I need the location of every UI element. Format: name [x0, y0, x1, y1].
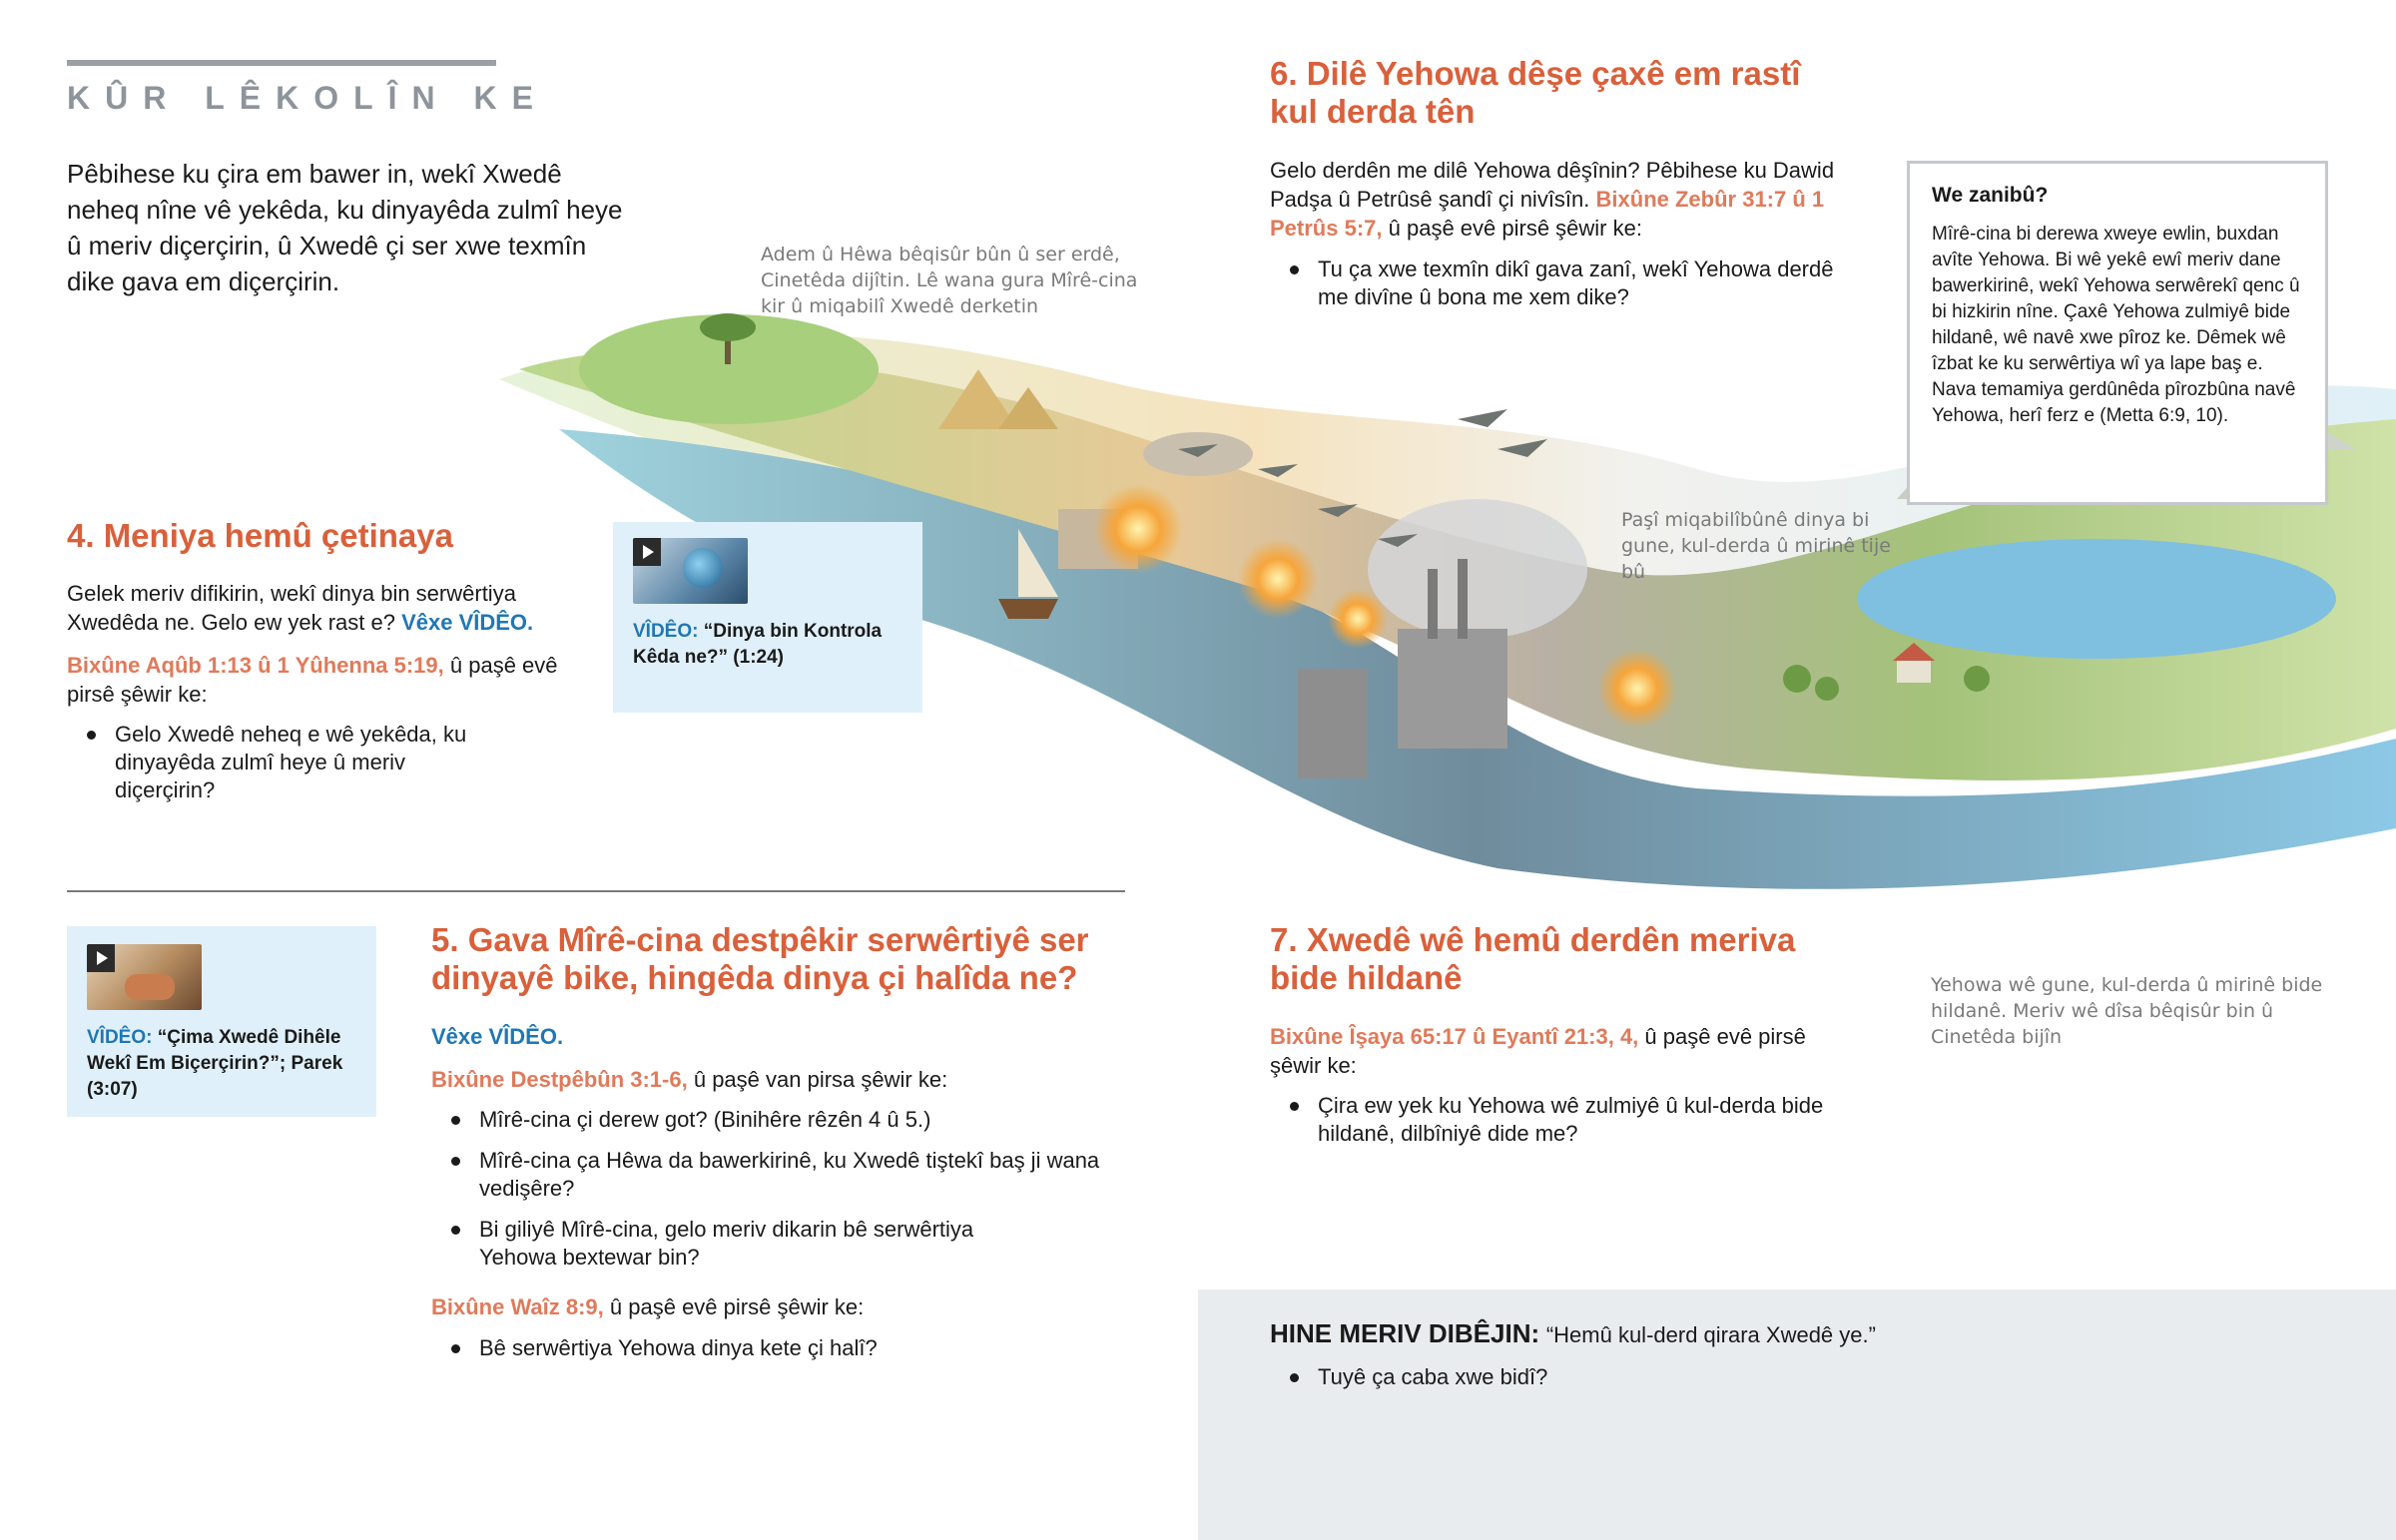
- some-people-say-questions: [1270, 1363, 1969, 1404]
- section-6-intro: [1270, 156, 1859, 243]
- some-people-say-quote: “Hemû kul-derd qirara Xwedê ye.”: [1545, 1322, 1876, 1347]
- video-caption: [633, 619, 902, 671]
- video-box-section-4[interactable]: [613, 522, 922, 713]
- discussion-question: Tuyê ça caba xwe bidî?: [1270, 1363, 1969, 1391]
- section-5-questions-1: [431, 1106, 1130, 1284]
- section-6-title: 6. Dilê Yehowa dêşe çaxê em rastî kul derda tên: [1270, 55, 1801, 130]
- section-5-reading-2-tail: û paşê evê pirsê şêwir ke:: [609, 1294, 865, 1319]
- section-5-questions-2: [431, 1334, 1110, 1375]
- scripture-link-genesis[interactable]: Bixûne Destpêbûn 3:1-6,: [431, 1067, 688, 1092]
- did-you-know-box: [1907, 161, 2328, 505]
- section-4-intro: [67, 579, 566, 637]
- play-video-link[interactable]: Vêxe VÎDÊO.: [431, 1024, 564, 1049]
- scripture-link-isaiah-revelation[interactable]: Bixûne Îşaya 65:17 û Eyantî 21:3, 4,: [1270, 1024, 1639, 1049]
- some-people-say-label: HINE MERIV DIBÊJIN:: [1270, 1318, 1540, 1348]
- video-thumbnail[interactable]: [633, 538, 748, 604]
- section-6-questions: [1270, 256, 1869, 324]
- section-4-questions: [67, 721, 486, 817]
- section-4-intro-text: Gelek meriv difikirin, wekî dinya bin serwêrtiya Xwedêda ne. Gelo ew yek rast e?: [67, 581, 516, 635]
- scripture-link-ecclesiastes[interactable]: Bixûne Waîz 8:9,: [431, 1294, 604, 1319]
- section-divider: [67, 890, 1125, 892]
- did-you-know-text: Mîrê-cina bi derewa xweye ewlin, buxdan avîte Yehowa. Bi wê yekê ewî meriv dane bawerkirinê, wekî Yehowa serwêrekî qenc û bi hizkirin nîne. Çaxê Yehowa zulmiyê bide hildanê, wê navê xwe pîroz ke. Dêmek wê îzbat ke ku serwêrtiya wî ya lape baş e. Nava temamiya gerdûnêda pîrozbûna navê Yehowa, herî ferz e (Metta 6:9, 10).: [1932, 224, 2300, 426]
- section-4-reading-tail: û paşê evê pirsê şêwir ke:: [67, 653, 558, 707]
- did-you-know-title: We zanibû?: [1932, 184, 2049, 207]
- section-5-title: 5. Gava Mîrê-cina destpêkir serwêrtiyê ser dinyayê bike, hingêda dinya çi halîda ne?: [431, 921, 1089, 996]
- section-5-reading-2: [431, 1292, 1110, 1321]
- discussion-question: Bi giliyê Mîrê-cina, gelo meriv dikarin bê serwêrtiya Yehowa bextewar bin?: [431, 1216, 1010, 1272]
- section-6-intro-text: Gelo derdên me dilê Yehowa dêşînin? Pêbihese ku Dawid Padşa û Petrûsê şandî çi nivîsîn.: [1270, 158, 1835, 212]
- kicker-bar: [67, 60, 496, 66]
- some-people-say: [1270, 1317, 2328, 1351]
- video-thumbnail[interactable]: [87, 944, 202, 1010]
- video-caption: [87, 1025, 356, 1103]
- section-7-reading: [1270, 1022, 1859, 1080]
- video-title: “Çima Xwedê Dihêle Wekî Em Biçerçirin?”; Parek (3:07): [87, 1027, 343, 1100]
- video-box-section-5[interactable]: [67, 926, 376, 1117]
- discussion-question: Tu ça xwe texmîn dikî gava zanî, wekî Yehowa derdê me divîne û bona me xem dike?: [1270, 256, 1869, 311]
- discussion-question: Çira ew yek ku Yehowa wê zulmiyê û kul-derda bide hildanê, dilbîniyê dide me?: [1270, 1092, 1829, 1148]
- caption-world-after-rebellion: Paşî miqabilîbûnê dinya bi gune, kul-derda û mirinê tije bû: [1621, 509, 1891, 583]
- video-title: “Dinya bin Kontrola Kêda ne?” (1:24): [633, 621, 883, 668]
- section-5-reading-1-tail: û paşê van pirsa şêwir ke:: [693, 1067, 948, 1092]
- section-4-reading: [67, 651, 566, 709]
- intro-paragraph: Pêbihese ku çira em bawer in, wekî Xwedê neheq nîne vê yekêda, ku dinyayêda zulmî heye û meriv diçerçirin, û Xwedê çi ser xwe texmîn dike gava em diçerçirin.: [67, 159, 623, 296]
- play-icon[interactable]: [87, 944, 115, 972]
- section-7-title: 7. Xwedê wê hemû derdên meriva bide hildanê: [1270, 921, 1796, 996]
- section-5-reading-1: [431, 1065, 1110, 1094]
- section-7-reading-tail: û paşê evê pirsê şêwir ke:: [1270, 1024, 1806, 1078]
- section-4-title: 4. Meniya hemû çetinaya: [67, 517, 453, 554]
- caption-adam-and-eve: Adem û Hêwa bêqisûr bûn û ser erdê, Cinetêda dijîtin. Lê wana gura Mîrê-cina kir û miqabilî Xwedê derketin: [761, 244, 1138, 317]
- scripture-link-james-1john[interactable]: Bixûne Aqûb 1:13 û 1 Yûhenna 5:19,: [67, 653, 444, 678]
- caption-future-paradise: Yehowa wê gune, kul-derda û mirinê bide hildanê. Meriv wê dîsa bêqisûr bin û Cinetêda bijîn: [1931, 974, 2323, 1048]
- scripture-link-psalm-1peter[interactable]: Bixûne Zebûr 31:7 û 1 Petrûs 5:7,: [1270, 187, 1825, 241]
- section-6-intro-tail: û paşê evê pirsê şêwir ke:: [1388, 216, 1642, 241]
- discussion-question: Mîrê-cina çi derew got? (Binihêre rêzên 4 û 5.): [431, 1106, 1130, 1134]
- section-7-questions: [1270, 1092, 1829, 1161]
- video-label: VÎDÊO:: [87, 1027, 153, 1048]
- discussion-question: Mîrê-cina ça Hêwa da bawerkirinê, ku Xwedê tiştekî baş ji wana vedişêre?: [431, 1147, 1130, 1203]
- section-kicker: KÛR LÊKOLÎN KE: [67, 80, 548, 116]
- discussion-question: Bê serwêrtiya Yehowa dinya kete çi halî?: [431, 1334, 1110, 1362]
- video-label: VÎDÊO:: [633, 621, 699, 642]
- discussion-question: Gelo Xwedê neheq e wê yekêda, ku dinyayêda zulmî heye û meriv diçerçirin?: [67, 721, 486, 804]
- play-video-link[interactable]: Vêxe VÎDÊO.: [401, 610, 534, 635]
- play-icon[interactable]: [633, 538, 661, 566]
